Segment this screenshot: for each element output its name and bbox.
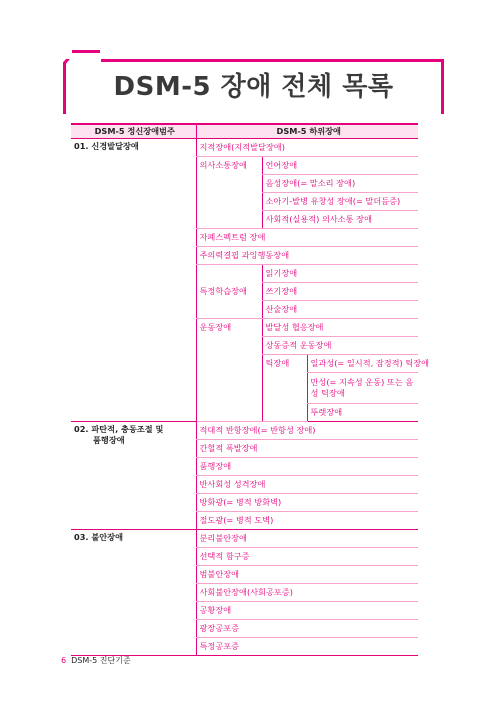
category-label: 02. 파탄적, 충동조절 및 [74,424,164,434]
disorder-cell: 특정공포증 [196,638,418,656]
category-cell [71,530,196,656]
disorder-cell: 발달성 협응장애 [262,319,418,337]
disorder-cell: 주의력결핍 과잉행동장애 [196,247,418,265]
disorder-cell: 언어장애 [262,157,418,175]
disorder-cell: 지적장애(지적발달장애) [196,139,418,157]
disorder-cell: 광장공포증 [196,620,418,638]
disorder-cell: 사회불안장애(사회공포증) [196,584,418,602]
disorder-cell: 사회적(실용적) 의사소통 장애 [262,211,418,229]
disorder-cell: 선택적 함구증 [196,548,418,566]
disorder-group-cell: 특정학습장애 [196,265,262,319]
disorder-cell: 적대적 반항장애(= 반항성 장애) [196,422,418,440]
disorder-group-cell: 틱장애 [262,355,307,422]
header-category: DSM-5 정신장애범주 [71,124,196,139]
category-label: 01. 신경발달장애 [74,141,139,151]
disorder-cell: 반사회성 성격장애 [196,476,418,494]
disorder-cell: 상동증적 운동장애 [262,337,418,355]
category-cell [71,422,196,530]
page-number: 6 [61,656,67,665]
disorder-cell: 소아기-발병 유창성 장애(= 말더듬증) [262,193,418,211]
disorder-table [71,123,430,656]
table-row [71,139,418,157]
table-header-row [71,124,418,139]
disorder-cell: 자폐스펙트럼 장애 [196,229,418,247]
disorder-cell: 일과성(= 일시적, 잠정적) 틱장애 [307,355,418,373]
page-footer [61,655,131,666]
disorder-group-cell: 운동장애 [196,319,262,422]
table-row [71,530,418,548]
disorder-group-cell: 의사소통장애 [196,157,262,229]
disorder-cell: 범불안장애 [196,566,418,584]
category-label: 품행장애 [93,435,125,445]
disorder-cell: 방화광(= 병적 방화벽) [196,494,418,512]
disorder-cell: 절도광(= 병적 도벽) [196,512,418,530]
disorder-cell: 쓰기장애 [262,283,418,301]
disorder-cell: 분리불안장애 [196,530,418,548]
category-cell [71,139,196,422]
disorder-cell: 만성(= 지속성 운동) 또는 음성 틱장애 [307,373,418,404]
page-title: DSM-5 장애 전체 목록 [113,72,394,102]
table-row [71,422,418,440]
header-subdisorders: DSM-5 하위장애 [196,124,418,139]
disorder-cell: 공황장애 [196,602,418,620]
disorder-cell: 산술장애 [262,301,418,319]
footer-text: DSM-5 진단기준 [71,656,131,665]
disorder-cell: 읽기장애 [262,265,418,283]
category-label: 03. 불안장애 [74,532,123,542]
disorder-cell: 음성장애(= 말소리 장애) [262,175,418,193]
disorder-cell: 품행장애 [196,458,418,476]
disorder-cell: 뚜렛장애 [307,404,418,422]
disorder-cell: 간헐적 폭발장애 [196,440,418,458]
